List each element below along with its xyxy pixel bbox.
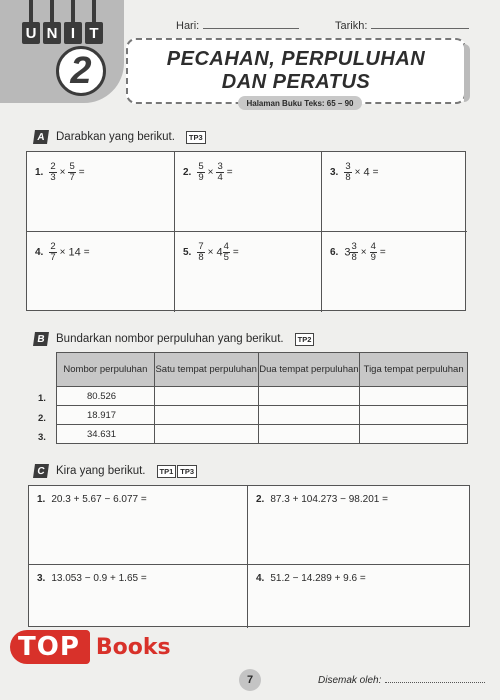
multiply-sign: × xyxy=(360,247,367,258)
checked-by-field[interactable] xyxy=(318,675,485,686)
section-b-instruction: Bundarkan nombor perpuluhan yang berikut. xyxy=(56,333,284,345)
question-cell[interactable] xyxy=(29,486,248,565)
unit-letter: N xyxy=(43,22,61,44)
denominator: 7 xyxy=(50,252,56,263)
numerator: 5 xyxy=(69,161,75,172)
chapter-title-line-2: DAN PERATUS xyxy=(221,71,371,93)
signature-line[interactable] xyxy=(385,682,485,683)
fraction xyxy=(49,162,56,183)
question-cell[interactable] xyxy=(27,152,175,232)
tp-badge: TP3 xyxy=(177,465,197,478)
tarikh-blank-line[interactable] xyxy=(371,28,469,29)
answer-cell[interactable] xyxy=(360,425,468,444)
question-number: 1. xyxy=(37,494,46,505)
answer-cell[interactable] xyxy=(154,425,258,444)
fraction xyxy=(344,162,351,183)
section-c-letter: C xyxy=(33,464,49,478)
tarikh-label: Tarikh: xyxy=(335,20,368,32)
answer-cell[interactable] xyxy=(360,387,468,406)
answer-cell[interactable] xyxy=(258,387,360,406)
numerator: 2 xyxy=(50,241,56,252)
question-number: 6. xyxy=(330,247,339,259)
multiply-sign: × xyxy=(59,167,66,178)
answer-cell[interactable] xyxy=(258,425,360,444)
question-cell[interactable] xyxy=(27,232,175,312)
numerator: 3 xyxy=(351,241,357,252)
whole-number: 14 xyxy=(68,246,81,259)
section-a-instruction: Darabkan yang berikut. xyxy=(56,131,175,143)
column-header: Tiga tempat perpuluhan xyxy=(360,353,468,387)
row-numbers xyxy=(38,389,46,448)
question-number: 4. xyxy=(256,573,265,584)
unit-letter: U xyxy=(22,22,40,44)
row-number: 3. xyxy=(38,432,46,444)
numerator: 4 xyxy=(370,241,376,252)
expression: 87.3 + 104.273 − 98.201 = xyxy=(270,494,388,505)
section-b-letter: B xyxy=(33,332,49,346)
equals-sign: = xyxy=(78,167,85,178)
unit-letter: T xyxy=(85,22,103,44)
numerator: 3 xyxy=(345,161,351,172)
section-a-heading xyxy=(34,130,206,144)
answer-cell[interactable] xyxy=(154,387,258,406)
rounding-table xyxy=(56,352,468,444)
tp-badge: TP1 xyxy=(157,465,177,478)
equals-sign: = xyxy=(379,247,386,258)
logo-books-text: Books xyxy=(95,634,171,660)
question-cell[interactable] xyxy=(248,565,469,628)
whole-number: 4 xyxy=(216,246,223,259)
question-number: 5. xyxy=(183,247,192,259)
decimal-value: 34.631 xyxy=(57,425,155,444)
section-a-letter: A xyxy=(33,130,49,144)
denominator: 7 xyxy=(69,172,75,183)
multiply-sign: × xyxy=(59,247,66,258)
row-number: 1. xyxy=(38,393,46,405)
multiply-sign: × xyxy=(207,247,214,258)
section-c-heading xyxy=(34,464,197,478)
denominator: 9 xyxy=(198,172,204,183)
checked-by-label: Disemak oleh: xyxy=(318,675,382,686)
whole-number: 4 xyxy=(363,166,370,179)
tp-badge: TP2 xyxy=(295,333,315,346)
question-cell[interactable] xyxy=(175,232,322,312)
question-number: 2. xyxy=(256,494,265,505)
question-cell[interactable] xyxy=(29,565,248,628)
multiply-sign: × xyxy=(207,167,214,178)
section-c-instruction: Kira yang berikut. xyxy=(56,465,146,477)
table-row xyxy=(57,406,468,425)
fraction xyxy=(197,242,204,263)
hari-blank-line[interactable] xyxy=(203,28,299,29)
row-number: 2. xyxy=(38,412,46,424)
question-number: 2. xyxy=(183,167,192,179)
chapter-title-box xyxy=(126,38,466,104)
denominator: 4 xyxy=(217,172,223,183)
whole-number: 3 xyxy=(344,246,351,259)
fraction xyxy=(68,162,75,183)
expression: 13.053 − 0.9 + 1.65 = xyxy=(51,573,147,584)
table-row xyxy=(57,387,468,406)
answer-cell[interactable] xyxy=(154,406,258,425)
numerator: 4 xyxy=(223,241,229,252)
numerator: 5 xyxy=(198,161,204,172)
section-b-heading xyxy=(34,332,314,346)
denominator: 3 xyxy=(50,172,56,183)
question-number: 3. xyxy=(330,167,339,179)
question-number: 3. xyxy=(37,573,46,584)
denominator: 9 xyxy=(370,252,376,263)
answer-cell[interactable] xyxy=(360,406,468,425)
unit-badge xyxy=(0,0,124,103)
fraction xyxy=(49,242,56,263)
numerator: 3 xyxy=(217,161,223,172)
textbook-reference: Halaman Buku Teks: 65 – 90 xyxy=(238,96,362,110)
denominator: 8 xyxy=(345,172,351,183)
unit-letter: I xyxy=(64,22,82,44)
column-header: Satu tempat perpuluhan xyxy=(154,353,258,387)
fraction xyxy=(350,242,357,263)
topbooks-logo xyxy=(10,630,171,664)
fraction xyxy=(216,162,223,183)
tarikh-field[interactable] xyxy=(335,20,469,32)
unit-number: 2 xyxy=(56,46,106,96)
section-c-question-grid xyxy=(28,485,470,627)
denominator: 5 xyxy=(223,252,229,263)
equals-sign: = xyxy=(83,247,90,258)
tp-badge: TP3 xyxy=(186,131,206,144)
column-header: Nombor perpuluhan xyxy=(57,353,155,387)
multiply-sign: × xyxy=(354,167,361,178)
expression: 20.3 + 5.67 − 6.077 = xyxy=(51,494,147,505)
fraction xyxy=(223,242,230,263)
hari-label: Hari: xyxy=(176,20,200,32)
question-cell[interactable] xyxy=(322,232,467,312)
section-a-question-grid xyxy=(26,151,466,311)
equals-sign: = xyxy=(232,247,239,258)
denominator: 8 xyxy=(198,252,204,263)
equals-sign: = xyxy=(372,167,379,178)
numerator: 7 xyxy=(198,241,204,252)
answer-cell[interactable] xyxy=(258,406,360,425)
unit-label xyxy=(22,22,103,44)
decimal-value: 18.917 xyxy=(57,406,155,425)
expression: 51.2 − 14.289 + 9.6 = xyxy=(270,573,366,584)
question-cell[interactable] xyxy=(248,486,469,565)
fraction xyxy=(370,242,377,263)
equals-sign: = xyxy=(226,167,233,178)
question-number: 4. xyxy=(35,247,44,259)
column-header: Dua tempat perpuluhan xyxy=(258,353,360,387)
logo-top-text: TOP xyxy=(10,630,90,664)
numerator: 2 xyxy=(50,161,56,172)
fraction xyxy=(197,162,204,183)
page-number: 7 xyxy=(239,669,261,691)
denominator: 8 xyxy=(351,252,357,263)
question-number: 1. xyxy=(35,167,44,179)
decimal-value: 80.526 xyxy=(57,387,155,406)
chapter-title-line-1: PECAHAN, PERPULUHAN xyxy=(166,48,426,70)
question-cell[interactable] xyxy=(322,152,467,232)
hari-field[interactable] xyxy=(176,20,299,32)
question-cell[interactable] xyxy=(175,152,322,232)
table-row xyxy=(57,425,468,444)
